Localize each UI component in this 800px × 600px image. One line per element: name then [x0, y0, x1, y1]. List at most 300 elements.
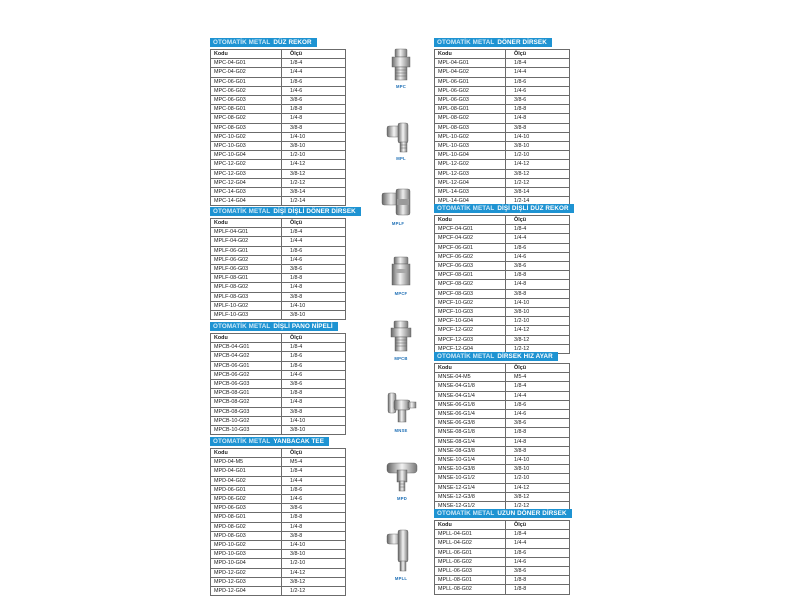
product-mpd [384, 458, 420, 501]
size-cell: 1/8-6 [506, 77, 570, 86]
table-row [435, 557, 570, 566]
size-cell: 1/2-10 [282, 151, 346, 160]
size-cell: 1/4-10 [506, 456, 570, 465]
product-code-cell: MPL-14-G04 [435, 197, 506, 206]
product-code-cell: MPLF-10-G02 [211, 301, 282, 310]
section-title: DÜZ REKOR [273, 39, 312, 46]
product-code-cell: MPLL-06-G01 [435, 548, 506, 557]
product-code-cell: MPL-12-G04 [435, 178, 506, 187]
section-title: DİRSEK HIZ AYAR [497, 353, 553, 360]
size-cell: 1/4-6 [282, 86, 346, 95]
size-cell: 1/8-4 [282, 467, 346, 476]
product-code-cell: MNSE-06-G3/8 [435, 419, 506, 428]
table-row [435, 151, 570, 160]
table-row [435, 86, 570, 95]
section-title-prefix: OTOMATİK METAL [213, 39, 271, 46]
product-code-cell: MPC-04-G02 [211, 68, 282, 77]
size-cell: 3/8-10 [506, 465, 570, 474]
female-elbow-icon [378, 185, 418, 219]
size-cell: 1/2-12 [282, 178, 346, 187]
section-title-banner [210, 437, 329, 446]
table-row [435, 419, 570, 428]
product-code-cell: MPCB-04-G02 [211, 352, 282, 361]
table-row [435, 326, 570, 335]
size-cell: 1/8-6 [282, 77, 346, 86]
product-code-cell: MPCB-06-G03 [211, 380, 282, 389]
product-mpl [384, 120, 418, 161]
table-row [211, 568, 346, 577]
table-row [435, 289, 570, 298]
table-row [211, 352, 346, 361]
table-row [211, 142, 346, 151]
product-code-cell: MPD-12-G04 [211, 587, 282, 596]
product-code-cell: MPC-10-G04 [211, 151, 282, 160]
product-code-cell: MPCB-10-G02 [211, 416, 282, 425]
size-cell: 1/4-10 [282, 416, 346, 425]
product-code-cell: MPL-10-G04 [435, 151, 506, 160]
table-row [211, 587, 346, 596]
section-title: DİŞLİ PANO NİPELİ [273, 323, 333, 330]
product-code-cell: MNSE-06-G1/4 [435, 410, 506, 419]
table-row [435, 96, 570, 105]
section-title-prefix: OTOMATİK METAL [437, 510, 495, 517]
product-code-cell: MNSE-04-M5 [435, 373, 506, 382]
column-header-size: Ölçü [506, 521, 570, 530]
size-cell: 1/4-4 [282, 237, 346, 246]
size-cell: 3/8-12 [506, 492, 570, 501]
size-cell: 3/8-8 [282, 531, 346, 540]
spec-table [434, 520, 570, 595]
elbow-fitting-icon [384, 120, 418, 154]
size-cell: 3/8-12 [282, 169, 346, 178]
size-cell: 1/2-12 [506, 502, 570, 511]
table-row [211, 246, 346, 255]
table-row [435, 142, 570, 151]
table-row [211, 485, 346, 494]
size-cell: 1/4-6 [282, 255, 346, 264]
long-elbow-icon [384, 528, 418, 574]
product-code-cell: MPLF-10-G03 [211, 311, 282, 320]
table-row [435, 280, 570, 289]
size-cell: 3/8-10 [282, 142, 346, 151]
size-cell: 1/4-10 [282, 301, 346, 310]
product-code-cell: MNSE-10-G1/2 [435, 474, 506, 483]
product-code-cell: MPCF-10-G04 [435, 317, 506, 326]
size-cell: M5-4 [282, 458, 346, 467]
table-row [435, 132, 570, 141]
product-caption: MPLF [391, 221, 405, 226]
table-row [211, 361, 346, 370]
size-cell: 1/4-8 [282, 522, 346, 531]
section-disi-disli-duz-rekor [434, 197, 574, 354]
product-code-cell: MPCB-04-G01 [211, 343, 282, 352]
product-code-cell: MPLL-08-G02 [435, 585, 506, 594]
product-mnse [384, 390, 418, 433]
table-row [435, 188, 570, 197]
section-disi-disli-doner-dirsek [210, 200, 361, 320]
product-code-cell: MPLL-04-G01 [435, 530, 506, 539]
spec-table [434, 215, 570, 354]
table-row [435, 77, 570, 86]
section-title-prefix: OTOMATİK METAL [213, 438, 271, 445]
size-cell: 1/8-6 [282, 246, 346, 255]
section-title-prefix: OTOMATİK METAL [213, 208, 271, 215]
size-cell: M5-4 [506, 373, 570, 382]
product-code-cell: MPC-06-G03 [211, 96, 282, 105]
section-title-banner [210, 38, 317, 47]
size-cell: 1/4-4 [506, 391, 570, 400]
product-code-cell: MPD-08-G02 [211, 522, 282, 531]
column-header-size: Ölçü [506, 216, 570, 225]
size-cell: 1/4-8 [282, 398, 346, 407]
product-code-cell: MPCF-06-G02 [435, 252, 506, 261]
size-cell: 1/8-8 [506, 585, 570, 594]
table-row [211, 541, 346, 550]
table-row [211, 301, 346, 310]
product-code-cell: MPCB-08-G03 [211, 407, 282, 416]
table-row [211, 292, 346, 301]
product-code-cell: MPCF-12-G02 [435, 326, 506, 335]
section-title-banner [210, 207, 361, 216]
size-cell: 1/8-6 [282, 485, 346, 494]
section-title: UZUN DÖNER DİRSEK [497, 510, 567, 517]
size-cell: 3/8-8 [282, 407, 346, 416]
product-caption: MPCB [394, 356, 408, 361]
table-row [211, 522, 346, 531]
size-cell: 1/4-10 [506, 132, 570, 141]
table-row [435, 548, 570, 557]
product-code-cell: MNSE-08-G3/8 [435, 446, 506, 455]
table-row [211, 531, 346, 540]
size-cell: 3/8-10 [282, 311, 346, 320]
size-cell: 3/8-10 [506, 308, 570, 317]
table-row [435, 585, 570, 594]
size-cell: 3/8-6 [282, 265, 346, 274]
table-header-row [435, 364, 570, 373]
size-cell: 1/2-12 [282, 587, 346, 596]
product-code-cell: MNSE-12-G1/4 [435, 483, 506, 492]
table-row [211, 96, 346, 105]
table-row [435, 373, 570, 382]
section-yanbacak-tee [210, 430, 346, 596]
product-mplf [378, 185, 418, 226]
table-row [435, 243, 570, 252]
table-row [435, 169, 570, 178]
section-title-banner [434, 38, 552, 47]
product-code-cell: MPD-06-G02 [211, 495, 282, 504]
table-row [435, 335, 570, 344]
table-header-row [211, 219, 346, 228]
size-cell: 3/8-8 [506, 446, 570, 455]
product-code-cell: MPLL-06-G02 [435, 557, 506, 566]
size-cell: 1/8-6 [506, 548, 570, 557]
size-cell: 1/8-8 [506, 105, 570, 114]
size-cell: 1/4-4 [506, 68, 570, 77]
product-code-cell: MPCF-06-G01 [435, 243, 506, 252]
column-header-size: Ölçü [282, 334, 346, 343]
product-code-cell: MPL-08-G01 [435, 105, 506, 114]
table-row [435, 446, 570, 455]
table-row [435, 123, 570, 132]
product-code-cell: MNSE-06-G1/8 [435, 400, 506, 409]
table-row [435, 308, 570, 317]
section-title-prefix: OTOMATİK METAL [437, 205, 495, 212]
table-row [211, 513, 346, 522]
size-cell: 3/8-6 [282, 380, 346, 389]
product-code-cell: MPCB-06-G02 [211, 370, 282, 379]
table-row [211, 228, 346, 237]
section-uzun-doner-dirsek [434, 502, 572, 595]
table-row [435, 68, 570, 77]
spec-table [210, 333, 346, 435]
product-code-cell: MPL-12-G03 [435, 169, 506, 178]
size-cell: 1/8-8 [282, 389, 346, 398]
table-row [211, 255, 346, 264]
column-header-size: Ölçü [282, 219, 346, 228]
size-cell: 3/8-8 [506, 289, 570, 298]
table-row [435, 492, 570, 501]
table-row [435, 576, 570, 585]
size-cell: 1/4-12 [506, 160, 570, 169]
product-code-cell: MNSE-04-G1/8 [435, 382, 506, 391]
section-title-banner [210, 322, 338, 331]
column-header-size: Ölçü [506, 50, 570, 59]
table-row [435, 391, 570, 400]
table-row [435, 530, 570, 539]
product-code-cell: MPCF-10-G03 [435, 308, 506, 317]
product-code-cell: MPD-04-G02 [211, 476, 282, 485]
section-title: DÖNER DİRSEK [497, 39, 547, 46]
spec-table [210, 218, 346, 320]
table-row [435, 234, 570, 243]
table-row [211, 504, 346, 513]
product-code-cell: MPCF-04-G02 [435, 234, 506, 243]
female-straight-icon [384, 255, 418, 289]
table-row [435, 252, 570, 261]
product-code-cell: MPLF-06-G03 [211, 265, 282, 274]
size-cell: 1/4-8 [506, 437, 570, 446]
size-cell: 1/4-8 [282, 283, 346, 292]
table-row [435, 539, 570, 548]
product-code-cell: MPL-10-G02 [435, 132, 506, 141]
table-row [211, 577, 346, 586]
section-disli-pano-nipeli [210, 315, 346, 435]
size-cell: 1/8-8 [282, 513, 346, 522]
size-cell: 1/2-12 [506, 344, 570, 353]
product-code-cell: MPD-12-G02 [211, 568, 282, 577]
column-header-code: Kodu [211, 219, 282, 228]
product-code-cell: MPLL-04-G02 [435, 539, 506, 548]
table-row [211, 105, 346, 114]
table-row [435, 410, 570, 419]
size-cell: 3/8-12 [282, 577, 346, 586]
table-row [435, 483, 570, 492]
size-cell: 1/8-4 [506, 225, 570, 234]
table-row [435, 160, 570, 169]
size-cell: 1/4-12 [506, 483, 570, 492]
table-row [211, 68, 346, 77]
size-cell: 3/8-8 [282, 292, 346, 301]
table-row [435, 114, 570, 123]
product-code-cell: MPC-10-G02 [211, 132, 282, 141]
section-title-prefix: OTOMATİK METAL [437, 353, 495, 360]
product-code-cell: MPL-06-G01 [435, 77, 506, 86]
size-cell: 1/8-4 [506, 530, 570, 539]
size-cell: 1/4-4 [282, 68, 346, 77]
product-code-cell: MPC-08-G01 [211, 105, 282, 114]
product-code-cell: MPD-10-G04 [211, 559, 282, 568]
size-cell: 1/2-10 [506, 317, 570, 326]
size-cell: 1/4-12 [282, 160, 346, 169]
product-code-cell: MNSE-12-G1/2 [435, 502, 506, 511]
section-title-prefix: OTOMATİK METAL [213, 323, 271, 330]
product-code-cell: MPLF-08-G02 [211, 283, 282, 292]
product-code-cell: MPC-08-G02 [211, 114, 282, 123]
table-row [211, 283, 346, 292]
size-cell: 3/8-6 [506, 419, 570, 428]
table-row [211, 188, 346, 197]
product-code-cell: MPL-06-G02 [435, 86, 506, 95]
size-cell: 1/4-6 [506, 410, 570, 419]
size-cell: 1/8-4 [282, 228, 346, 237]
product-code-cell: MPCF-08-G03 [435, 289, 506, 298]
section-title: DİŞİ DİŞLİ DÖNER DİRSEK [273, 208, 356, 215]
table-row [435, 428, 570, 437]
table-row [211, 398, 346, 407]
product-code-cell: MPD-08-G01 [211, 513, 282, 522]
table-header-row [211, 449, 346, 458]
table-row [211, 380, 346, 389]
product-code-cell: MNSE-04-G1/4 [435, 391, 506, 400]
size-cell: 1/8-4 [282, 343, 346, 352]
product-code-cell: MPCB-10-G03 [211, 426, 282, 435]
size-cell: 1/4-8 [282, 114, 346, 123]
size-cell: 3/8-6 [506, 262, 570, 271]
size-cell: 3/8-12 [506, 335, 570, 344]
section-dirsek-hiz-ayar [434, 345, 570, 511]
size-cell: 1/4-6 [506, 86, 570, 95]
size-cell: 1/4-6 [506, 252, 570, 261]
product-mpc [381, 48, 421, 89]
table-header-row [211, 334, 346, 343]
product-code-cell: MPL-10-G03 [435, 142, 506, 151]
table-row [211, 559, 346, 568]
table-header-row [435, 50, 570, 59]
product-caption: MNSE [394, 428, 408, 433]
product-code-cell: MPCF-08-G02 [435, 280, 506, 289]
size-cell: 1/2-10 [282, 559, 346, 568]
size-cell: 1/4-6 [506, 557, 570, 566]
product-code-cell: MPC-12-G03 [211, 169, 282, 178]
table-row [211, 169, 346, 178]
flow-control-icon [384, 390, 418, 426]
column-header-code: Kodu [435, 521, 506, 530]
size-cell: 1/8-8 [506, 576, 570, 585]
product-code-cell: MNSE-10-G3/8 [435, 465, 506, 474]
column-header-code: Kodu [211, 50, 282, 59]
column-header-size: Ölçü [506, 364, 570, 373]
product-code-cell: MPL-04-G02 [435, 68, 506, 77]
size-cell: 1/4-4 [282, 476, 346, 485]
table-row [435, 271, 570, 280]
table-header-row [211, 50, 346, 59]
product-code-cell: MPL-08-G02 [435, 114, 506, 123]
product-code-cell: MPLL-08-G01 [435, 576, 506, 585]
size-cell: 1/8-4 [506, 382, 570, 391]
product-caption: MPC [396, 84, 406, 89]
table-row [435, 317, 570, 326]
size-cell: 1/4-4 [506, 539, 570, 548]
size-cell: 1/4-10 [506, 298, 570, 307]
table-row [211, 495, 346, 504]
table-row [211, 160, 346, 169]
spec-table [210, 49, 346, 206]
product-code-cell: MPC-06-G02 [211, 86, 282, 95]
product-code-cell: MPLF-06-G02 [211, 255, 282, 264]
product-code-cell: MPC-06-G01 [211, 77, 282, 86]
column-header-code: Kodu [435, 364, 506, 373]
product-code-cell: MPC-08-G03 [211, 123, 282, 132]
size-cell: 1/8-8 [506, 271, 570, 280]
size-cell: 1/8-8 [506, 428, 570, 437]
size-cell: 3/8-8 [282, 123, 346, 132]
product-code-cell: MPCF-08-G01 [435, 271, 506, 280]
straight-fitting-icon [381, 48, 421, 82]
column-header-code: Kodu [211, 334, 282, 343]
size-cell: 3/8-12 [506, 169, 570, 178]
size-cell: 1/4-8 [506, 280, 570, 289]
product-code-cell: MPCB-08-G02 [211, 398, 282, 407]
size-cell: 1/8-6 [282, 352, 346, 361]
product-code-cell: MPCB-06-G01 [211, 361, 282, 370]
product-mpcb [384, 320, 418, 361]
size-cell: 1/4-8 [506, 114, 570, 123]
product-code-cell: MPC-12-G04 [211, 178, 282, 187]
product-code-cell: MPC-10-G03 [211, 142, 282, 151]
table-header-row [435, 521, 570, 530]
product-caption: MPLL [394, 576, 408, 581]
size-cell: 1/8-4 [282, 59, 346, 68]
size-cell: 3/8-6 [282, 504, 346, 513]
table-row [211, 151, 346, 160]
size-cell: 3/8-8 [506, 123, 570, 132]
column-header-code: Kodu [435, 50, 506, 59]
column-header-size: Ölçü [282, 449, 346, 458]
size-cell: 1/4-10 [282, 541, 346, 550]
product-code-cell: MNSE-08-G1/4 [435, 437, 506, 446]
column-header-code: Kodu [211, 449, 282, 458]
table-row [435, 298, 570, 307]
product-code-cell: MPLF-08-G03 [211, 292, 282, 301]
table-row [211, 59, 346, 68]
product-code-cell: MPLF-04-G02 [211, 237, 282, 246]
table-row [211, 178, 346, 187]
size-cell: 1/4-10 [282, 132, 346, 141]
size-cell: 1/2-10 [506, 151, 570, 160]
table-row [435, 382, 570, 391]
product-caption: MPCF [394, 291, 408, 296]
table-row [435, 437, 570, 446]
table-row [211, 389, 346, 398]
product-code-cell: MPL-04-G01 [435, 59, 506, 68]
product-code-cell: MPD-04-M5 [211, 458, 282, 467]
product-code-cell: MPC-04-G01 [211, 59, 282, 68]
table-row [435, 225, 570, 234]
table-header-row [435, 216, 570, 225]
table-row [211, 370, 346, 379]
section-title-banner [434, 352, 558, 361]
product-code-cell: MPCF-06-G03 [435, 262, 506, 271]
